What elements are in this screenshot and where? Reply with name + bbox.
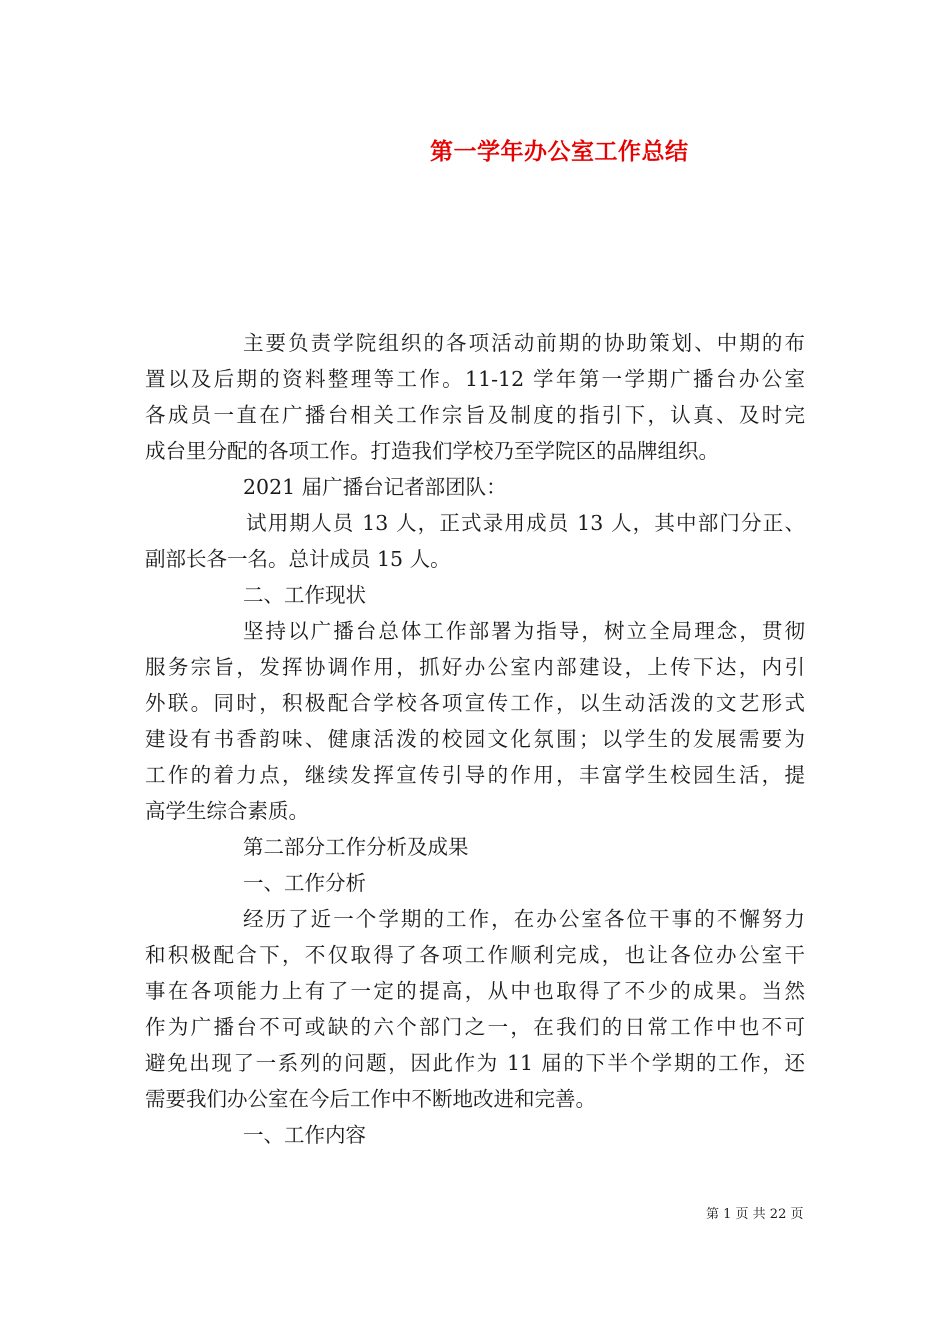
body-line: 置以及后期的资料整理等工作。11-12 学年第一学期广播台办公室: [145, 367, 805, 391]
body-line: 高学生综合素质。: [145, 799, 309, 823]
body-line: 试用期人员 13 人，正式录用成员 13 人，其中部门分正、: [246, 511, 805, 535]
body-line: 2021 届广播台记者部团队：: [243, 475, 507, 499]
body-line: 服务宗旨，发挥协调作用，抓好办公室内部建设，上传下达，内引: [145, 655, 805, 679]
document-body: [145, 325, 805, 1153]
body-line: 建设有书香韵味、健康活泼的校园文化氛围；以学生的发展需要为: [145, 727, 805, 751]
document-title: 第一学年办公室工作总结: [430, 138, 689, 165]
body-line: 工作的着力点，继续发挥宣传引导的作用，丰富学生校园生活，提: [145, 763, 805, 787]
body-line: 坚持以广播台总体工作部署为指导，树立全局理念，贯彻: [243, 619, 805, 643]
page-number-footer: 第 1 页 共 22 页: [706, 1207, 804, 1222]
body-line: 避免出现了一系列的问题，因此作为 11 届的下半个学期的工作，还: [145, 1051, 805, 1075]
body-line: 外联。同时，积极配合学校各项宣传工作，以生动活泼的文艺形式: [145, 691, 805, 715]
body-line: 副部长各一名。总计成员 15 人。: [145, 547, 451, 571]
body-line: 成台里分配的各项工作。打造我们学校乃至学院区的品牌组织。: [145, 439, 719, 463]
body-line: 经历了近一个学期的工作，在办公室各位干事的不懈努力: [243, 907, 805, 931]
body-line: 一、工作内容: [243, 1123, 366, 1147]
body-line: 和积极配合下，不仅取得了各项工作顺利完成，也让各位办公室干: [145, 943, 805, 967]
body-line: 一、工作分析: [243, 871, 366, 895]
body-line: 二、工作现状: [243, 583, 366, 607]
body-line: 事在各项能力上有了一定的提高，从中也取得了不少的成果。当然: [145, 979, 805, 1003]
body-line: 第二部分工作分析及成果: [243, 835, 469, 859]
body-line: 各成员一直在广播台相关工作宗旨及制度的指引下，认真、及时完: [145, 403, 805, 427]
body-line: 需要我们办公室在今后工作中不断地改进和完善。: [145, 1087, 596, 1111]
body-line: 作为广播台不可或缺的六个部门之一，在我们的日常工作中也不可: [145, 1015, 805, 1039]
body-line: 主要负责学院组织的各项活动前期的协助策划、中期的布: [243, 331, 805, 355]
